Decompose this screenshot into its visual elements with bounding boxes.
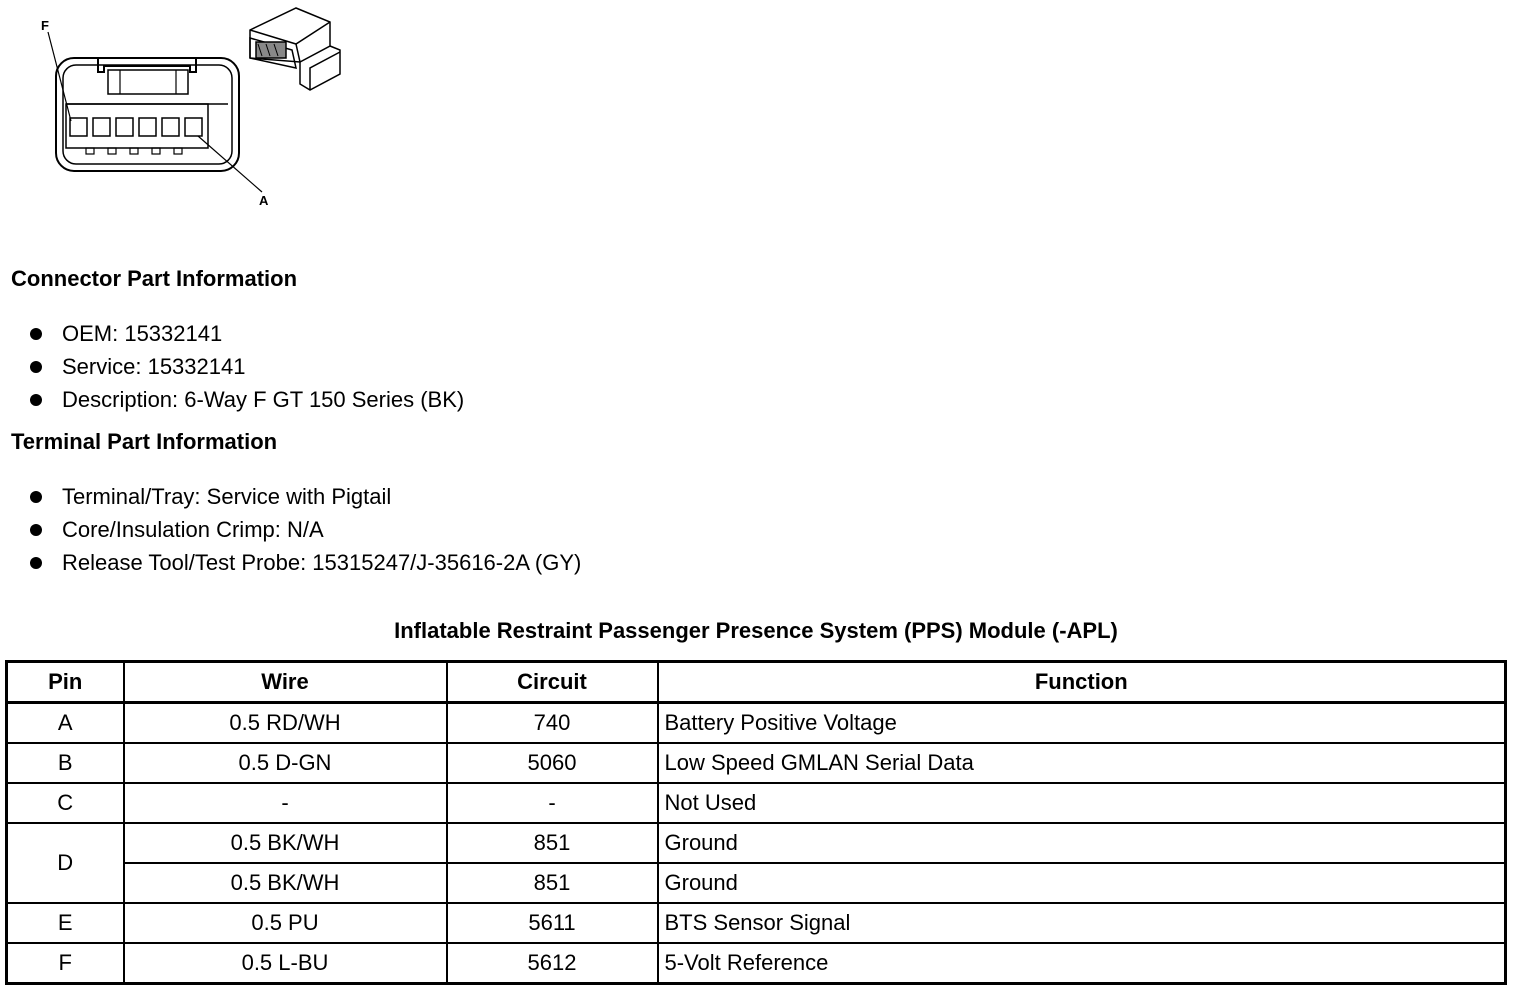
terminal-part-info-heading: Terminal Part Information	[11, 429, 278, 454]
wire-cell: 0.5 PU	[124, 903, 447, 943]
table-row	[7, 903, 1506, 943]
table-header-row	[7, 662, 1506, 703]
connector-diagram	[0, 0, 360, 215]
table-row	[7, 943, 1506, 984]
list-item	[28, 350, 464, 383]
connector-face-icon	[48, 32, 262, 192]
wire-cell: 0.5 D-GN	[124, 743, 447, 783]
bullet-icon	[30, 328, 42, 340]
connector-3d-icon	[250, 8, 340, 90]
release-tool: Release Tool/Test Probe: 15315247/J-35616-2A (GY)	[62, 550, 582, 575]
function-cell: Battery Positive Voltage	[658, 703, 1506, 744]
table-row	[7, 823, 1506, 863]
terminal-tray: Terminal/Tray: Service with Pigtail	[62, 484, 392, 509]
bullet-icon	[30, 524, 42, 536]
bullet-icon	[30, 557, 42, 569]
bullet-icon	[30, 361, 42, 373]
circuit-cell: 5611	[447, 903, 658, 943]
list-item	[28, 383, 464, 416]
table-row	[7, 703, 1506, 744]
pin-a-label: A	[259, 193, 269, 208]
header-function: Function	[658, 662, 1506, 703]
pin-cell: C	[7, 783, 124, 823]
list-item	[28, 513, 581, 546]
list-item	[28, 480, 581, 513]
circuit-cell: 740	[447, 703, 658, 744]
table-title: Inflatable Restraint Passenger Presence System (PPS) Module (-APL)	[394, 618, 1118, 643]
table-row	[7, 863, 1506, 903]
pin-cell: A	[7, 703, 124, 744]
bullet-icon	[30, 394, 42, 406]
wire-cell: 0.5 BK/WH	[124, 863, 447, 903]
function-cell: Ground	[658, 863, 1506, 903]
function-cell: BTS Sensor Signal	[658, 903, 1506, 943]
table-row	[7, 743, 1506, 783]
circuit-cell: -	[447, 783, 658, 823]
connector-part-info-list	[28, 317, 464, 416]
function-cell: Ground	[658, 823, 1506, 863]
header-circuit: Circuit	[447, 662, 658, 703]
core-insulation-crimp: Core/Insulation Crimp: N/A	[62, 517, 324, 542]
bullet-icon	[30, 491, 42, 503]
pin-cell: E	[7, 903, 124, 943]
terminal-part-info-list	[28, 480, 581, 579]
header-pin: Pin	[7, 662, 124, 703]
wire-cell: -	[124, 783, 447, 823]
pin-cell: F	[7, 943, 124, 984]
header-wire: Wire	[124, 662, 447, 703]
circuit-cell: 5612	[447, 943, 658, 984]
wire-cell: 0.5 BK/WH	[124, 823, 447, 863]
wire-cell: 0.5 L-BU	[124, 943, 447, 984]
pin-f-label: F	[41, 18, 49, 33]
function-cell: Not Used	[658, 783, 1506, 823]
list-item	[28, 546, 581, 579]
list-item	[28, 317, 464, 350]
function-cell: Low Speed GMLAN Serial Data	[658, 743, 1506, 783]
connector-part-info-heading: Connector Part Information	[11, 266, 298, 291]
circuit-cell: 851	[447, 823, 658, 863]
pin-cell: D	[7, 823, 124, 903]
function-cell: 5-Volt Reference	[658, 943, 1506, 984]
connector-oem: OEM: 15332141	[62, 321, 223, 346]
circuit-cell: 851	[447, 863, 658, 903]
connector-service: Service: 15332141	[62, 354, 246, 379]
circuit-cell: 5060	[447, 743, 658, 783]
wire-cell: 0.5 RD/WH	[124, 703, 447, 744]
pin-cell: B	[7, 743, 124, 783]
pinout-table	[5, 660, 1507, 985]
connector-description: Description: 6-Way F GT 150 Series (BK)	[62, 387, 465, 412]
table-row	[7, 783, 1506, 823]
